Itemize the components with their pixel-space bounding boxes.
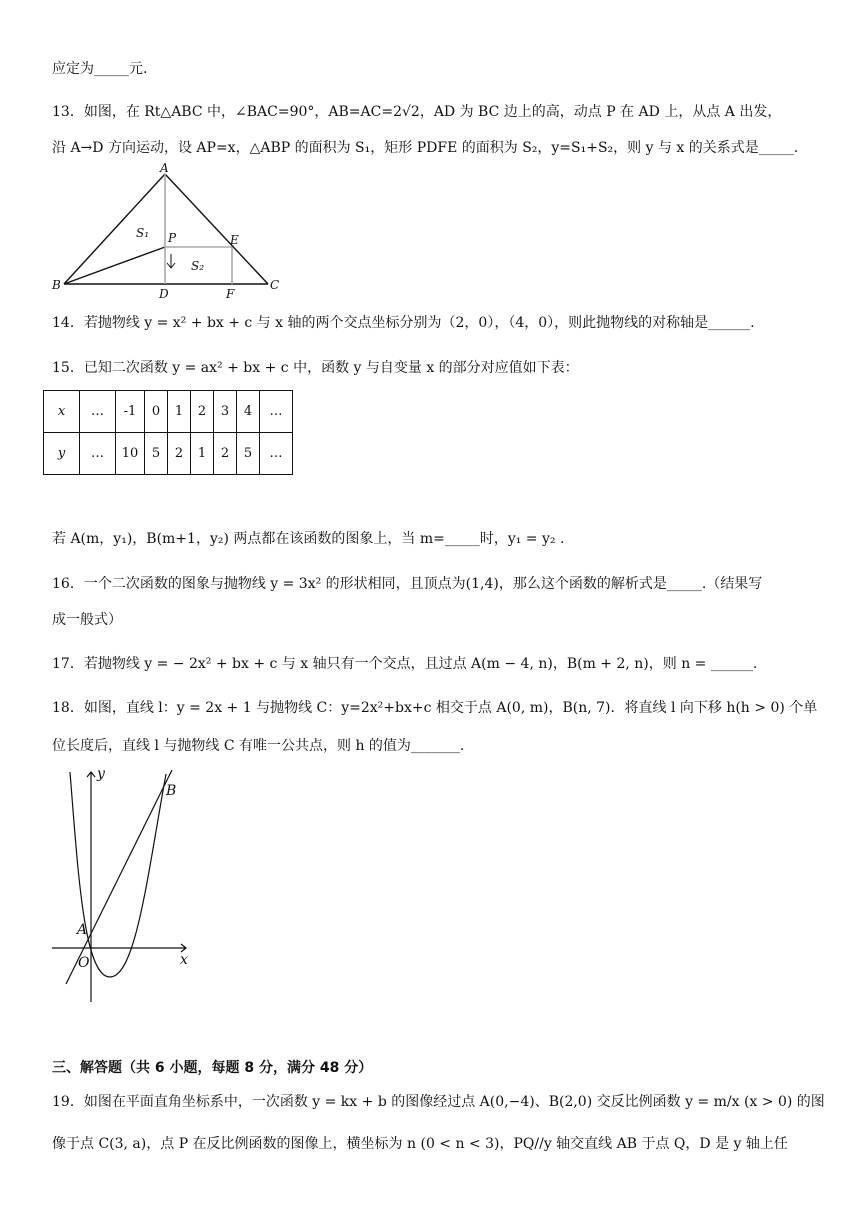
q14-text: 14．若抛物线 y = x² + bx + c 与 x 轴的两个交点坐标分别为（2，0），（4，0），则此抛物线的对称轴是______. <box>52 315 755 331</box>
q13-line2: 沿 A→D 方向运动，设 AP=x，△ABP 的面积为 S₁，矩形 PDFE 的面积为 S₂，y=S₁+S₂，则 y 与 x 的关系式是_____. <box>52 140 799 156</box>
q18-graph-figure <box>48 762 198 1007</box>
line-l <box>66 770 172 984</box>
table-row-x <box>44 391 293 433</box>
table-cell: 10 <box>116 433 145 475</box>
table-cell: 1 <box>191 433 214 475</box>
segment-bp <box>64 247 165 284</box>
label-f: F <box>226 287 235 300</box>
table-cell: 1 <box>168 391 191 433</box>
table-row-y <box>44 433 293 475</box>
q19-line1: 19．如图在平面直角坐标系中，一次函数 y = kx + b 的图像经过点 A(0,−4)、B(2,0) 交反比例函数 y = m/x (x > 0) 的图 <box>52 1094 825 1110</box>
q16-line2: 成一般式） <box>52 612 122 628</box>
label-x: x <box>180 952 188 968</box>
table-cell: 4 <box>237 391 260 433</box>
table-cell: … <box>260 391 293 433</box>
table-cell: … <box>260 433 293 475</box>
q15-value-table <box>43 390 293 475</box>
table-cell: -1 <box>116 391 145 433</box>
label-b: B <box>166 783 177 799</box>
q15-intro: 15．已知二次函数 y = ax² + bx + c 中，函数 y 与自变量 x 的部分对应值如下表： <box>52 360 579 376</box>
label-y: y <box>97 766 105 782</box>
section-heading: 三、解答题（共 6 小题，每题 8 分，满分 48 分） <box>52 1060 373 1076</box>
label-p: P <box>168 231 177 245</box>
label-b: B <box>52 278 61 292</box>
table-cell: x <box>44 391 80 433</box>
table-cell: y <box>44 433 80 475</box>
q18-line2: 位长度后，直线 l 与抛物线 C 有唯一公共点，则 h 的值为_______. <box>52 738 465 754</box>
label-a: A <box>77 922 88 938</box>
table-cell: 5 <box>237 433 260 475</box>
q15-follow: 若 A(m，y₁)，B(m+1，y₂) 两点都在该函数的图象上，当 m=_____时，y₁ = y₂ . <box>52 531 565 547</box>
segment-ab <box>64 174 165 284</box>
q19-line2: 像于点 C(3, a)，点 P 在反比例函数的图像上，横坐标为 n (0 < n < 3)，PQ//y 轴交直线 AB 于点 Q，D 是 y 轴上任 <box>52 1136 788 1152</box>
q18-line1: 18．如图，直线 l：y = 2x + 1 与抛物线 C：y=2x²+bx+c 相交于点 A(0, m)，B(n, 7)．将直线 l 向下移 h(h > 0) 个单 <box>52 700 818 716</box>
label-o: O <box>78 955 90 971</box>
label-s1: S₁ <box>136 226 150 240</box>
label-d: D <box>159 287 169 300</box>
table-cell: 0 <box>145 391 168 433</box>
table-cell: 3 <box>214 391 237 433</box>
label-e: E <box>230 233 239 247</box>
arrow-down-icon <box>167 254 175 268</box>
q13-line1: 13．如图，在 Rt△ABC 中，∠BAC=90°，AB=AC=2√2，AD 为 BC 边上的高，动点 P 在 AD 上，从点 A 出发， <box>52 104 782 120</box>
segment-ac <box>165 174 268 284</box>
table-cell: 2 <box>191 391 214 433</box>
q16-line1: 16．一个二次函数的图象与抛物线 y = 3x² 的形状相同，且顶点为(1,4)，那么这个函数的解析式是_____.（结果写 <box>52 576 763 592</box>
q12-tail: 应定为_____元. <box>52 61 148 77</box>
table-cell: … <box>80 433 116 475</box>
table-cell: 5 <box>145 433 168 475</box>
q13-triangle-figure <box>50 160 290 300</box>
label-c: C <box>270 278 280 292</box>
table-cell: 2 <box>168 433 191 475</box>
label-s2: S₂ <box>191 259 205 273</box>
q17-text: 17．若抛物线 y = − 2x² + bx + c 与 x 轴只有一个交点，且过点 A(m − 4, n)，B(m + 2, n)，则 n = ______. <box>52 656 758 672</box>
label-a: A <box>160 161 169 175</box>
table-cell: … <box>80 391 116 433</box>
table-cell: 2 <box>214 433 237 475</box>
